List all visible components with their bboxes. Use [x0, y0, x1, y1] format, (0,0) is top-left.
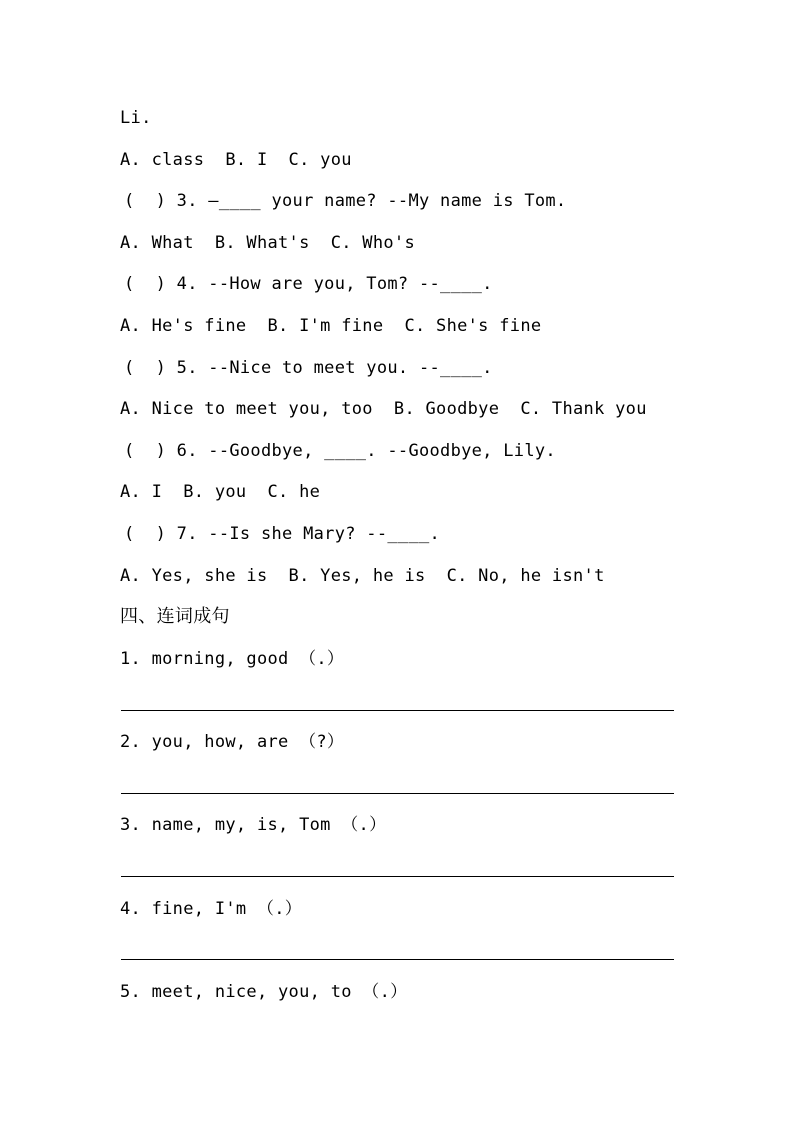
question-5-stem: ( ) 5. --Nice to meet you. --____.: [124, 358, 493, 378]
question-2-tail: Li.: [120, 108, 152, 128]
answer-line-2[interactable]: [121, 793, 674, 794]
question-6-options: A. I B. you C. he: [120, 482, 321, 502]
question-4-stem: ( ) 4. --How are you, Tom? --____.: [124, 274, 493, 294]
question-2-options: A. class B. I C. you: [120, 150, 352, 170]
question-4-options: A. He's fine B. I'm fine C. She's fine: [120, 316, 542, 336]
question-3-options: A. What B. What's C. Who's: [120, 233, 415, 253]
question-6-stem: ( ) 6. --Goodbye, ____. --Goodbye, Lily.: [124, 441, 556, 461]
sentence-item-5: 5. meet, nice, you, to （.）: [120, 982, 408, 1002]
sentence-item-3: 3. name, my, is, Tom （.）: [120, 815, 387, 835]
answer-line-1[interactable]: [121, 710, 674, 711]
question-3-stem: ( ) 3. —____ your name? --My name is Tom.: [124, 191, 567, 211]
question-7-stem: ( ) 7. --Is she Mary? --____.: [124, 524, 441, 544]
sentence-item-4: 4. fine, I'm （.）: [120, 899, 303, 919]
section-4-heading: 四、连词成句: [120, 606, 230, 627]
answer-line-4[interactable]: [121, 959, 674, 960]
question-7-options: A. Yes, she is B. Yes, he is C. No, he isn't: [120, 566, 605, 586]
answer-line-3[interactable]: [121, 876, 674, 877]
sentence-item-1: 1. morning, good （.）: [120, 649, 345, 669]
sentence-item-2: 2. you, how, are （?）: [120, 732, 345, 752]
question-5-options: A. Nice to meet you, too B. Goodbye C. Thank you: [120, 399, 647, 419]
